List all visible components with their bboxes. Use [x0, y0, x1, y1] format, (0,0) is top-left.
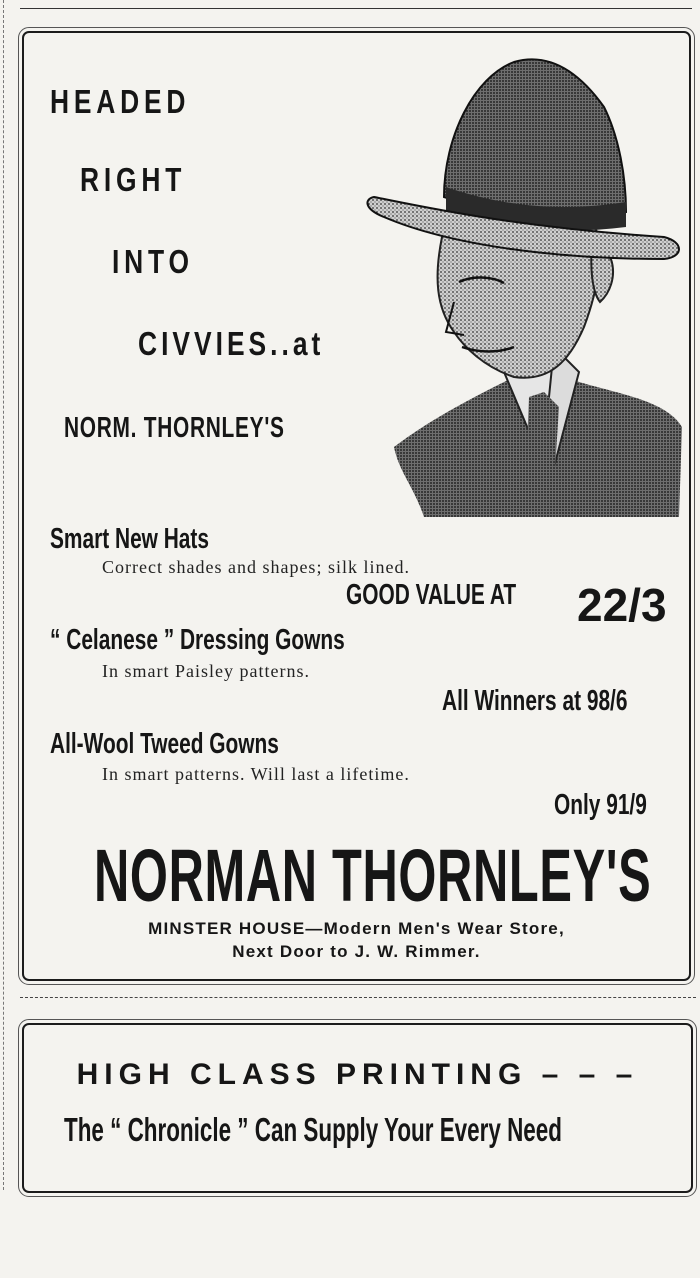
- headline-store: NORM. THORNLEY'S: [64, 412, 285, 444]
- product-tweed-gowns-name: All-Wool Tweed Gowns: [50, 728, 279, 760]
- man-in-hat-illustration-icon: [364, 47, 684, 517]
- product-tweed-gowns-price: Only 91/9: [554, 789, 647, 821]
- headline-line-1: HEADED: [50, 83, 191, 120]
- printing-headline: HIGH CLASS PRINTING – – –: [76, 1058, 639, 1091]
- product-tweed-gowns-description: In smart patterns. Will last a lifetime.: [102, 764, 410, 784]
- store-address-line-1: MINSTER HOUSE—Modern Men's Wear Store,: [148, 919, 565, 938]
- product-hats-description: Correct shades and shapes; silk lined.: [102, 557, 410, 577]
- headline-line-3: INTO: [112, 243, 194, 280]
- product-hats-name: Smart New Hats: [50, 523, 209, 555]
- product-celanese-gowns-price: All Winners at 98/6: [442, 685, 628, 717]
- product-celanese-gowns-name: “ Celanese ” Dressing Gowns: [50, 624, 345, 656]
- product-celanese-gowns-description: In smart Paisley patterns.: [102, 661, 310, 681]
- clothing-advertisement: [22, 31, 691, 981]
- top-rule: [20, 8, 692, 9]
- printing-advertisement: [22, 1023, 693, 1193]
- headline-line-4: CIVVIES..at: [138, 325, 325, 362]
- product-hats-price-label: GOOD VALUE AT: [346, 579, 517, 611]
- middle-rule: [20, 997, 696, 998]
- column-rule: [3, 0, 4, 1190]
- product-hats-price: 22/3: [577, 579, 667, 631]
- printing-tagline: The “ Chronicle ” Can Supply Your Every Need: [64, 1111, 562, 1148]
- store-address-line-2: Next Door to J. W. Rimmer.: [232, 942, 481, 961]
- headline-line-2: RIGHT: [80, 161, 187, 198]
- store-name: NORMAN THORNLEY'S: [94, 834, 652, 917]
